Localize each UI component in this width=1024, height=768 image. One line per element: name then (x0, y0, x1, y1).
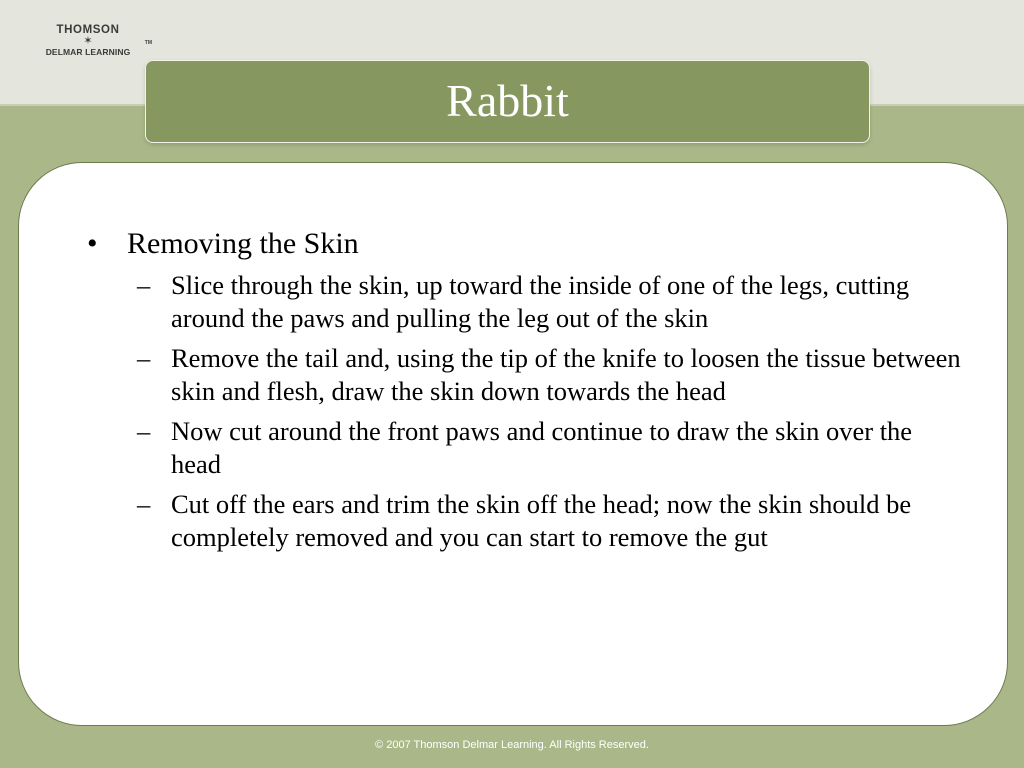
dash-icon: – (137, 270, 151, 300)
sub-bullet-text: Cut off the ears and trim the skin off the head; now the skin should be completely removed and you can start to remove the gut (171, 489, 912, 552)
dash-icon: – (137, 343, 151, 373)
dash-icon: – (137, 416, 151, 446)
sub-bullet-text: Now cut around the front paws and continue to draw the skin over the head (171, 416, 913, 479)
bullet-list (87, 227, 967, 561)
slide-title: Rabbit (446, 74, 569, 126)
sub-bullet-text: Remove the tail and, using the tip of the knife to loosen the tissue between skin and flesh, draw the skin down towards the head (171, 343, 961, 406)
content-panel (18, 162, 1008, 726)
sub-bullet-item (127, 269, 967, 335)
sub-bullet-list (127, 269, 967, 554)
sub-bullet-item (127, 342, 967, 408)
logo-line-delmar: DELMAR LEARNING (45, 47, 131, 57)
bullet-text: Removing the Skin (127, 227, 359, 260)
title-box (145, 60, 870, 143)
sub-bullet-item (127, 415, 967, 481)
logo-line-thomson: THOMSON (56, 24, 120, 36)
bullet-item-removing-skin (87, 227, 967, 554)
publisher-logo (24, 24, 152, 57)
star-icon: ✶ (83, 35, 93, 47)
sub-bullet-item (127, 488, 967, 554)
bullet-icon: • (87, 227, 98, 260)
trademark-mark: TM (144, 40, 152, 46)
sub-bullet-text: Slice through the skin, up toward the inside of one of the legs, cutting around the paws and pulling the leg out of the skin (171, 270, 910, 333)
copyright-footer: © 2007 Thomson Delmar Learning. All Rights Reserved. (375, 739, 649, 751)
dash-icon: – (137, 489, 151, 519)
